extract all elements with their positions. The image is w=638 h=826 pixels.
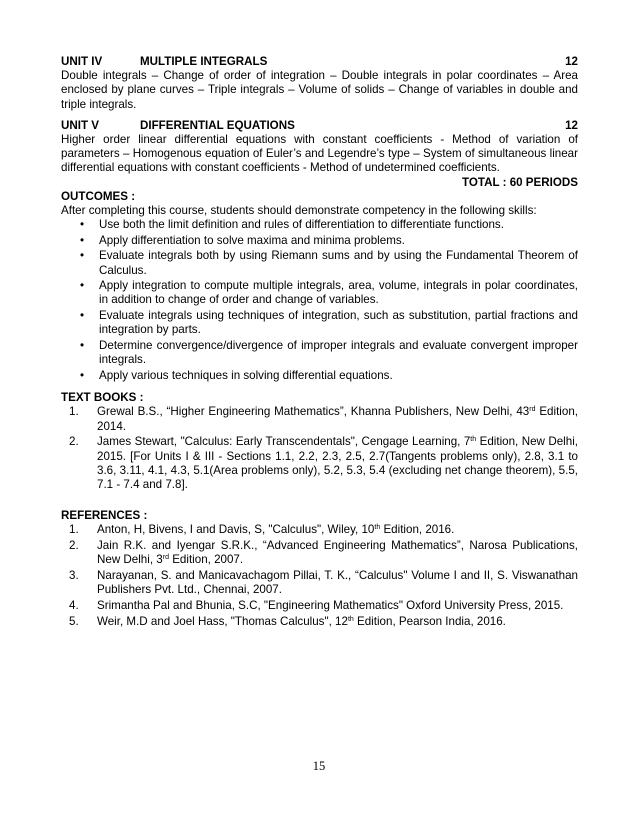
- outcome-item: [80, 309, 578, 337]
- outcome-item: [80, 249, 578, 277]
- reference-item: [69, 598, 578, 613]
- citation-text: Srimantha Pal and Bhunia, S.C, "Engineering Mathematics" Oxford University Press, 2015.: [97, 598, 564, 612]
- references-list: [61, 523, 578, 629]
- unit-5-title: DIFFERENTIAL EQUATIONS: [140, 118, 295, 132]
- unit-4-number: UNIT IV: [61, 55, 103, 68]
- item-number: 5.: [69, 614, 79, 628]
- unit-4-heading: [61, 55, 578, 69]
- unit-4-title: MULTIPLE INTEGRALS: [140, 55, 268, 68]
- unit-5-heading: [61, 119, 578, 133]
- item-number: 1.: [69, 405, 79, 419]
- item-number: 2.: [69, 435, 79, 449]
- textbooks-heading: TEXT BOOKS :: [61, 391, 144, 405]
- unit-4-body: Double integrals – Change of order of integration – Double integrals in polar coordinates – Area enclosed by plane curves – Triple integrals – Volume of solids – Change of variables in double and triple integrals.: [61, 69, 578, 111]
- ordinal-suffix: th: [470, 436, 477, 444]
- reference-item: [69, 568, 578, 597]
- outcomes-list: [61, 218, 578, 383]
- outcome-item: [80, 279, 578, 307]
- outcome-item: [80, 368, 578, 383]
- item-number: 3.: [69, 568, 79, 582]
- outcome-text: Apply various techniques in solving differential equations.: [99, 368, 393, 382]
- unit-5-number: UNIT V: [61, 118, 100, 132]
- bullet-icon: •: [80, 279, 85, 293]
- citation-text-continued: Edition, New Delhi, 2015. [For Units I & III - Sections 1.1, 2.2, 2.3, 2.5, 2.7(Tangents problems only), 2.8, 3.1 to 3.6, 3.11, 4.1, 4.3, 5.1(Area problems only), 5.2, 5.3, 5.4 (excluding net change theorem), 5.5, 7.1 - 7.4 and 7.8].: [97, 435, 578, 492]
- ordinal-suffix: rd: [529, 406, 536, 414]
- bullet-icon: •: [80, 309, 85, 323]
- total-periods: TOTAL : 60 PERIODS: [462, 175, 578, 189]
- citation-text: Weir, M.D and Joel Hass, "Thomas Calculus", 12: [97, 614, 348, 628]
- page-number: 15: [312, 759, 326, 773]
- bullet-icon: •: [80, 218, 85, 232]
- outcome-text: Use both the limit definition and rules of differentiation to differentiate functions.: [99, 218, 504, 232]
- unit-5-body: Higher order linear differential equations with constant coefficients - Method of variation of parameters – Homogenous equation of Euler’s and Legendre’s type – System of simultaneous linear differential equations with constant coefficients - Method of undetermined coefficients.: [61, 133, 578, 175]
- bullet-icon: •: [80, 249, 85, 263]
- bullet-icon: •: [80, 233, 85, 247]
- reference-item: [69, 538, 578, 567]
- outcome-item: [80, 338, 578, 367]
- citation-text: Anton, H, Bivens, I and Davis, S, "Calculus", Wiley, 10: [97, 523, 375, 537]
- item-number: 2.: [69, 538, 79, 552]
- citation-text-continued: Edition, 2016.: [380, 523, 455, 537]
- textbook-item: [69, 405, 578, 433]
- reference-item: [69, 523, 578, 537]
- unit-4-hours: 12: [565, 55, 578, 68]
- citation-text: Narayanan, S. and Manicavachagom Pillai, T. K., “Calculus" Volume I and II, S. Viswanathan Publishers Pvt. Ltd., Chennai, 2007.: [97, 568, 578, 597]
- outcomes-heading: OUTCOMES :: [61, 189, 136, 203]
- item-number: 1.: [69, 523, 79, 537]
- citation-text: Jain R.K. and Iyengar S.R.K., “Advanced Engineering Mathematics”, Narosa Publications, New Delhi, 3: [97, 538, 578, 567]
- ordinal-suffix: th: [374, 524, 381, 532]
- ordinal-suffix: rd: [162, 554, 169, 562]
- outcome-text: Evaluate integrals both by using Riemann sums and by using the Fundamental Theorem of Calculus.: [99, 249, 578, 277]
- citation-text: Grewal B.S., “Higher Engineering Mathematics”, Khanna Publishers, New Delhi, 43: [97, 405, 530, 419]
- citation-text-continued: Edition, Pearson India, 2016.: [353, 614, 506, 628]
- citation-text: James Stewart, "Calculus: Early Transcendentals", Cengage Learning, 7: [97, 435, 471, 449]
- unit-5-hours: 12: [565, 118, 578, 132]
- outcome-text: Apply differentiation to solve maxima and minima problems.: [99, 233, 405, 247]
- outcomes-intro: After completing this course, students should demonstrate competency in the following skills:: [61, 204, 537, 218]
- textbook-item: [69, 435, 578, 492]
- references-heading: REFERENCES :: [61, 508, 148, 522]
- syllabus-page: [61, 55, 578, 630]
- citation-text-continued: Edition, 2014.: [97, 405, 578, 433]
- outcome-item: [80, 233, 578, 248]
- bullet-icon: •: [80, 338, 85, 352]
- reference-item: [69, 614, 578, 629]
- textbooks-list: [61, 405, 578, 492]
- item-number: 4.: [69, 598, 79, 612]
- outcome-item: [80, 218, 578, 232]
- outcome-text: Apply integration to compute multiple integrals, area, volume, integrals in polar coordinates, in addition to change of order and change of variables.: [99, 279, 578, 307]
- outcome-text: Determine convergence/divergence of improper integrals and evaluate convergent improper integrals.: [99, 338, 578, 367]
- bullet-icon: •: [80, 368, 85, 382]
- citation-text-continued: Edition, 2007.: [168, 553, 244, 567]
- outcome-text: Evaluate integrals using techniques of integration, such as substitution, partial fractions and integration by parts.: [99, 309, 578, 337]
- ordinal-suffix: th: [347, 615, 354, 623]
